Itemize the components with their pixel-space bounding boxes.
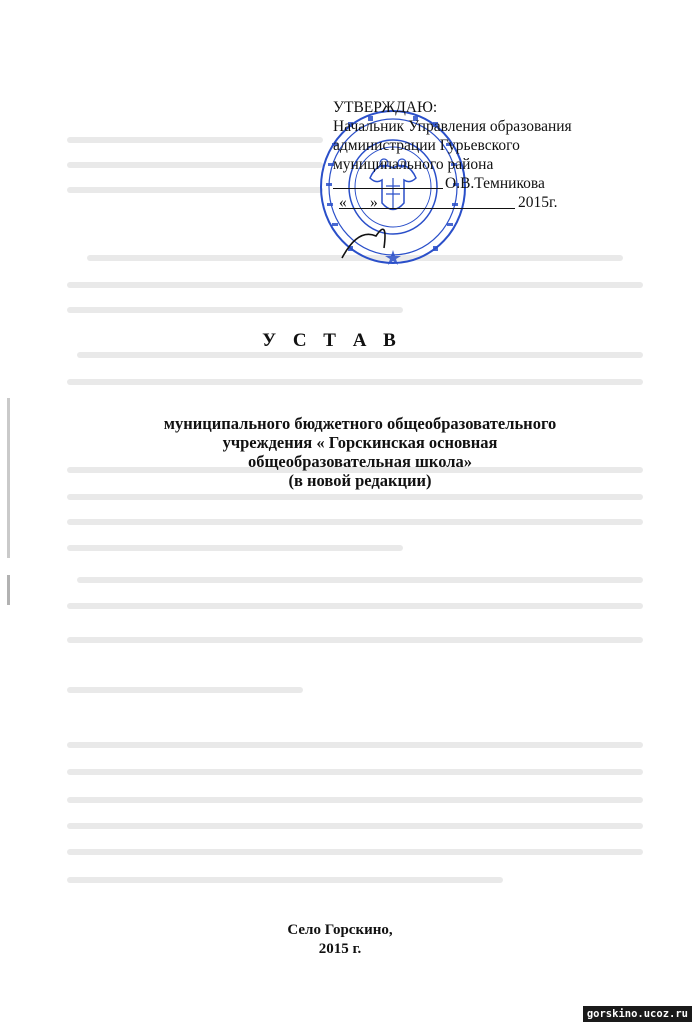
- place-name: Село Горскино,: [287, 922, 393, 938]
- subtitle-line: общеобразовательная школа»: [247, 452, 472, 471]
- approval-organization-line: администрации Гурьевского: [333, 137, 520, 154]
- scan-edge-mark: [7, 398, 10, 558]
- subtitle-line: (в новой редакции): [288, 471, 432, 490]
- place-year: 2015 г.: [318, 941, 362, 957]
- subtitle-line: муниципального бюджетного общеобразовательного: [163, 414, 557, 433]
- site-watermark: gorskino.ucoz.ru: [583, 1006, 692, 1022]
- signatory-name: О.В.Темникова: [445, 175, 545, 192]
- subtitle-line: учреждения « Горскинская основная: [222, 433, 498, 452]
- document-title: У С Т А В: [262, 330, 402, 351]
- approval-block: [333, 98, 572, 212]
- date-line: [333, 193, 572, 212]
- scan-edge-mark: [7, 575, 10, 605]
- date-year: 2015г.: [518, 194, 558, 211]
- approval-heading: УТВЕРЖДАЮ:: [333, 99, 438, 116]
- approval-position-line: Начальник Управления образования: [333, 118, 572, 135]
- document-subtitle: [100, 414, 620, 490]
- date-day-field: «___»: [339, 194, 378, 211]
- signature-line: [333, 174, 572, 193]
- place-and-year: [240, 921, 440, 959]
- approval-district-line: муниципального района: [333, 156, 494, 173]
